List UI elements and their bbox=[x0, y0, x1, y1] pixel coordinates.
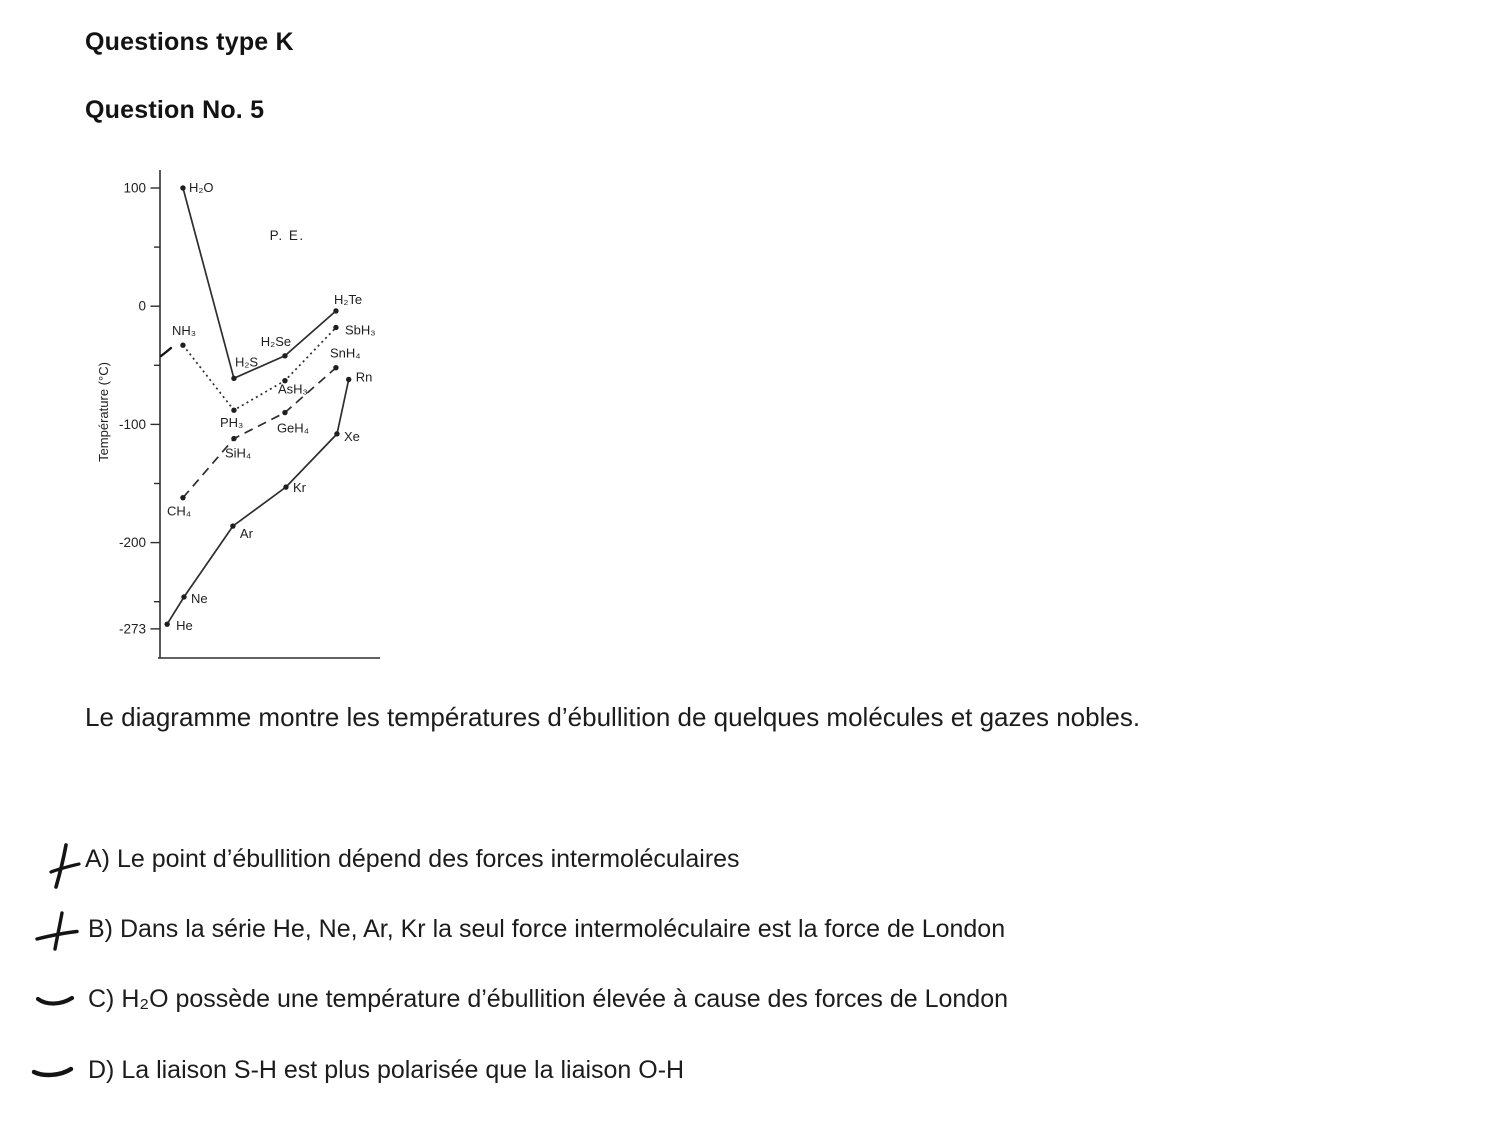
data-point-label: H₂Se bbox=[260, 333, 292, 349]
question-number-heading: Question No. 5 bbox=[85, 96, 265, 124]
data-point-label: NH₃ bbox=[171, 323, 197, 339]
answer-option-a bbox=[85, 845, 740, 874]
handwritten-minus-mark-c bbox=[35, 992, 75, 1010]
data-point-label: AsH₃ bbox=[277, 381, 308, 397]
option-b-text: B) Dans la série He, Ne, Ar, Kr la seul force intermoléculaire est la force de London bbox=[88, 915, 1006, 943]
data-point-label: Kr bbox=[292, 480, 306, 496]
data-point-H₂S bbox=[231, 376, 236, 381]
data-point-H₂Se bbox=[282, 353, 287, 358]
data-point-CH₄ bbox=[180, 495, 185, 500]
data-point-label: H₂Te bbox=[333, 291, 363, 307]
y-axis-tick-label: 100 bbox=[123, 180, 146, 196]
y-axis-title: Température (°C) bbox=[96, 362, 111, 462]
data-point-Ar bbox=[230, 523, 235, 528]
questions-type-heading: Questions type K bbox=[85, 28, 294, 56]
handwritten-minus-mark-d bbox=[31, 1063, 74, 1080]
data-point-PH₃ bbox=[231, 408, 236, 413]
y-axis-tick-label: 0 bbox=[138, 298, 146, 314]
data-point-label: Xe bbox=[343, 428, 360, 444]
data-point-He bbox=[164, 621, 169, 626]
y-axis-tick-label: -273 bbox=[118, 621, 146, 637]
data-point-label: H₂S bbox=[234, 354, 259, 370]
option-a-text: A) Le point d’ébullition dépend des forces intermoléculaires bbox=[85, 845, 740, 873]
data-point-label: Ar bbox=[239, 526, 253, 542]
chart-annotation-pe: P. E. bbox=[269, 228, 305, 244]
data-point-label: CH₄ bbox=[166, 503, 192, 519]
y-axis-tick-label: -100 bbox=[118, 416, 146, 432]
handwritten-plus-mark-a bbox=[48, 842, 82, 890]
y-axis-tick-label: -200 bbox=[118, 535, 146, 551]
data-point-GeH₄ bbox=[282, 410, 287, 415]
data-point-SiH₄ bbox=[231, 436, 236, 441]
answer-option-b bbox=[88, 915, 1005, 944]
data-point-H₂Te bbox=[333, 308, 338, 313]
data-point-label: GeH₄ bbox=[276, 420, 309, 436]
data-point-Kr bbox=[283, 484, 288, 489]
data-point-SnH₄ bbox=[333, 365, 338, 370]
series-line-group-16-hydrides bbox=[183, 188, 336, 378]
data-point-label: SnH₄ bbox=[329, 345, 361, 361]
data-point-Rn bbox=[346, 377, 351, 382]
series-line-group-15-hydrides bbox=[183, 328, 336, 411]
data-point-SbH₃ bbox=[333, 325, 338, 330]
data-point-label: PH₃ bbox=[219, 415, 244, 431]
data-point-label: He bbox=[176, 618, 193, 634]
data-point-label: SiH₄ bbox=[224, 445, 252, 461]
data-point-Xe bbox=[334, 431, 339, 436]
handwritten-plus-mark-b bbox=[34, 910, 80, 952]
data-point-label: Ne bbox=[190, 590, 208, 606]
series-line-group-14-hydrides bbox=[183, 368, 336, 498]
chart-caption: Le diagramme montre les températures d’ébullition de quelques molécules et gazes nobles. bbox=[85, 702, 1141, 732]
option-c-text: C) H₂O possède une température d’ébullition élevée à cause des forces de London bbox=[88, 985, 1008, 1013]
data-point-H₂O bbox=[180, 185, 185, 190]
data-point-Ne bbox=[181, 594, 186, 599]
answer-option-d bbox=[88, 1056, 684, 1085]
answer-option-c bbox=[88, 985, 1008, 1014]
data-point-NH₃ bbox=[180, 343, 185, 348]
series-line-noble-gases bbox=[167, 380, 349, 625]
data-point-label: SbH₃ bbox=[344, 322, 376, 338]
option-d-text: D) La liaison S-H est plus polarisée que la liaison O-H bbox=[88, 1056, 685, 1084]
boiling-point-chart bbox=[95, 160, 405, 670]
data-point-label: H₂O bbox=[188, 180, 214, 195]
handwritten-tick-mark bbox=[161, 348, 171, 356]
data-point-label: Rn bbox=[355, 369, 373, 385]
